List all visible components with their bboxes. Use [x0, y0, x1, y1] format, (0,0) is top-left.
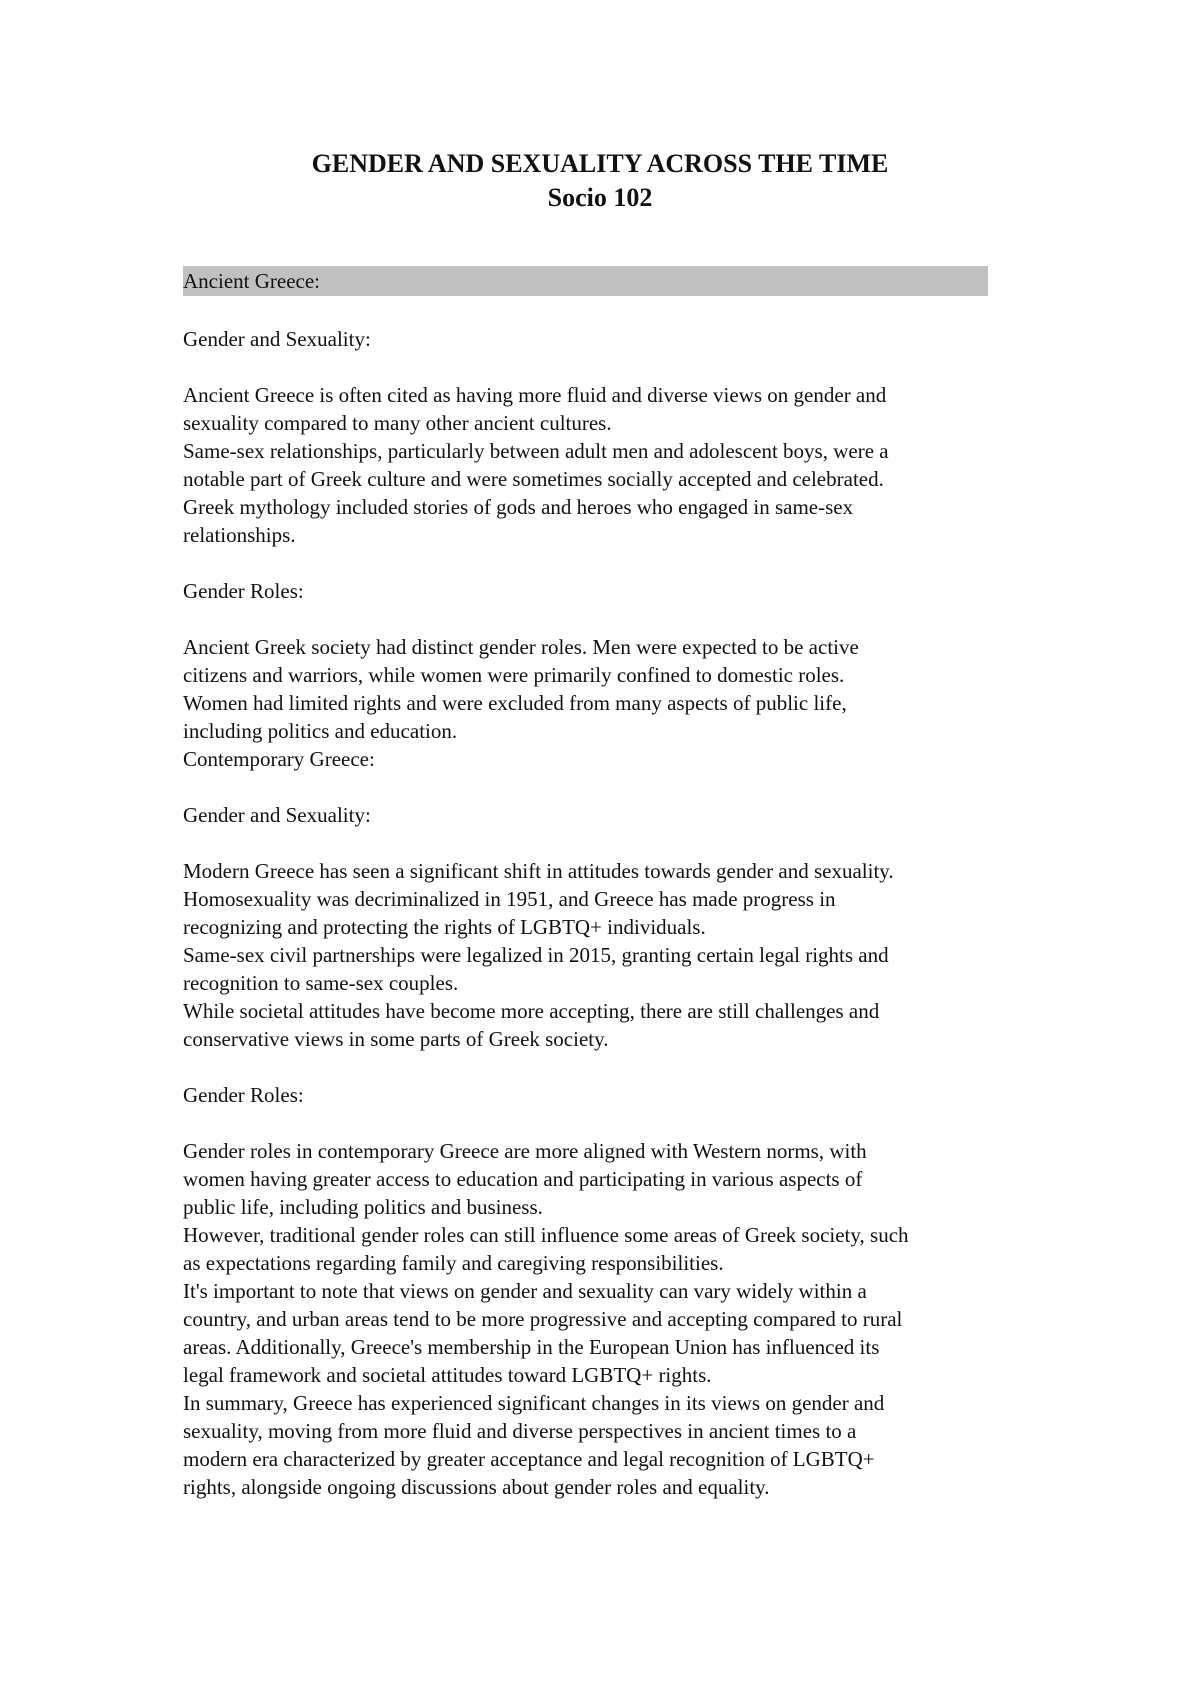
text-line: as expectations regarding family and caregiving responsibilities. [183, 1251, 724, 1275]
text-line: sexuality, moving from more fluid and diverse perspectives in ancient times to a [183, 1419, 857, 1443]
document-title: GENDER AND SEXUALITY ACROSS THE TIME [311, 149, 889, 178]
text-line: Greek mythology included stories of gods and heroes who engaged in same-sex [183, 495, 854, 519]
text-line: relationships. [183, 523, 296, 547]
text-line: recognition to same-sex couples. [183, 971, 459, 995]
subheading: Gender Roles: [183, 579, 304, 603]
text-line: sexuality compared to many other ancient cultures. [183, 411, 612, 435]
text-line: conservative views in some parts of Greek society. [183, 1027, 609, 1051]
text-line: Ancient Greece is often cited as having more fluid and diverse views on gender and [183, 383, 887, 407]
text-line: legal framework and societal attitudes toward LGBTQ+ rights. [183, 1363, 712, 1387]
subheading: Gender and Sexuality: [183, 327, 371, 351]
text-line: notable part of Greek culture and were sometimes socially accepted and celebrated. [183, 467, 884, 491]
text-line: recognizing and protecting the rights of LGBTQ+ individuals. [183, 915, 706, 939]
document-subtitle: Socio 102 [547, 183, 653, 212]
text-line: While societal attitudes have become more accepting, there are still challenges and [183, 999, 880, 1023]
section-heading: Ancient Greece: [183, 269, 321, 293]
section-heading: Contemporary Greece: [183, 747, 375, 771]
text-line: Same-sex civil partnerships were legalized in 2015, granting certain legal rights and [183, 943, 889, 967]
text-line: including politics and education. [183, 719, 458, 743]
subheading: Gender Roles: [183, 1083, 304, 1107]
text-line: public life, including politics and business. [183, 1195, 543, 1219]
text-line: country, and urban areas tend to be more progressive and accepting compared to rural [183, 1307, 903, 1331]
text-line: areas. Additionally, Greece's membership in the European Union has influenced its [183, 1335, 880, 1359]
text-line: modern era characterized by greater acceptance and legal recognition of LGBTQ+ [183, 1447, 875, 1471]
text-line: Homosexuality was decriminalized in 1951, and Greece has made progress in [183, 887, 836, 911]
text-line: Same-sex relationships, particularly between adult men and adolescent boys, were a [183, 439, 889, 463]
text-line: Modern Greece has seen a significant shift in attitudes towards gender and sexuality. [183, 859, 894, 883]
text-line: Gender roles in contemporary Greece are more aligned with Western norms, with [183, 1139, 867, 1163]
text-line: women having greater access to education and participating in various aspects of [183, 1167, 863, 1191]
text-line: Women had limited rights and were excluded from many aspects of public life, [183, 691, 847, 715]
text-line: It's important to note that views on gender and sexuality can vary widely within a [183, 1279, 867, 1303]
text-line: In summary, Greece has experienced significant changes in its views on gender and [183, 1391, 885, 1415]
text-line: However, traditional gender roles can still influence some areas of Greek society, such [183, 1223, 909, 1247]
section-heading-bar [183, 266, 988, 296]
text-line: citizens and warriors, while women were primarily confined to domestic roles. [183, 663, 845, 687]
text-line: rights, alongside ongoing discussions about gender roles and equality. [183, 1475, 770, 1499]
subheading: Gender and Sexuality: [183, 803, 371, 827]
text-line: Ancient Greek society had distinct gender roles. Men were expected to be active [183, 635, 859, 659]
